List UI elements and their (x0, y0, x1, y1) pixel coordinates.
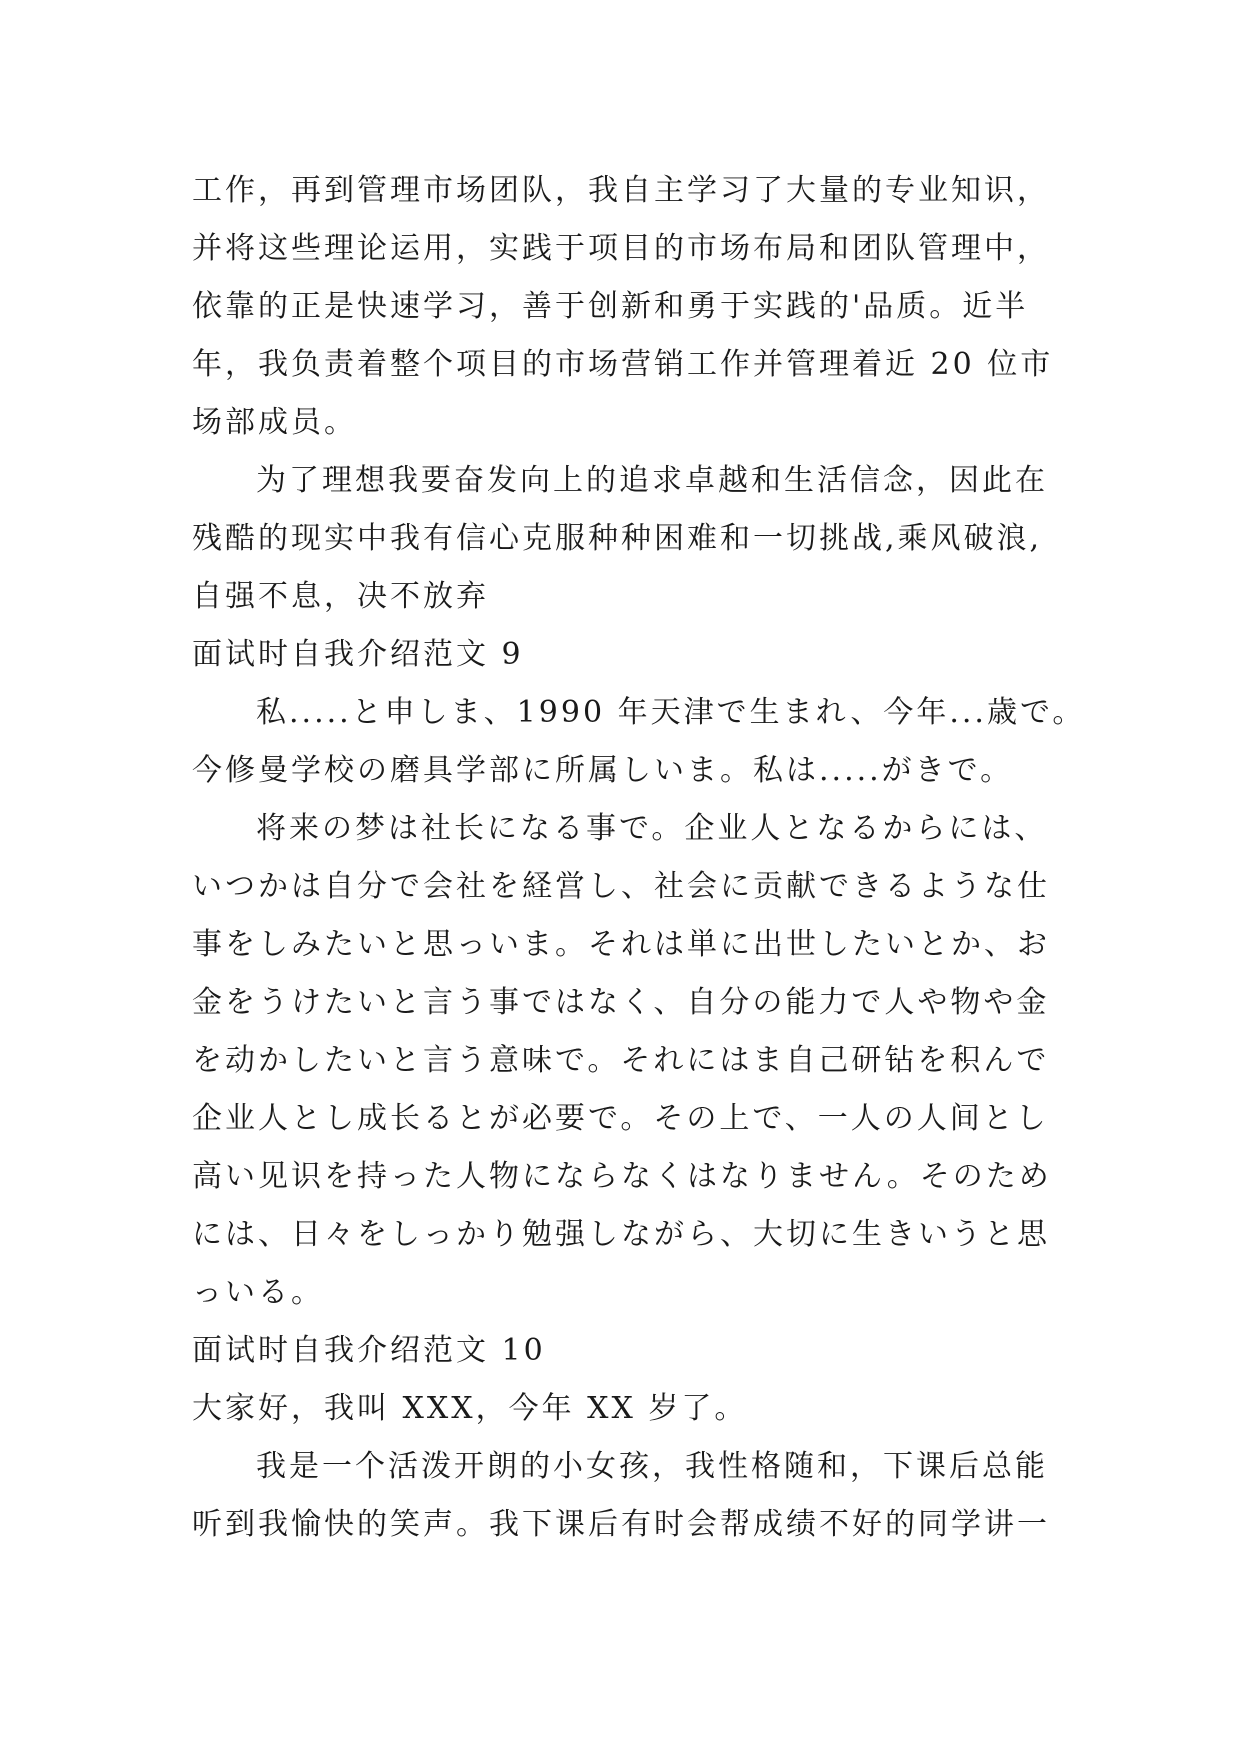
paragraph-start-line: 私.....と申しま、1990 年天津で生まれ、今年...歳で。 (256, 695, 1086, 730)
paragraph-start-line: 我是一个活泼开朗的小女孩，我性格随和，下课后总能 (256, 1449, 1048, 1484)
document-body (192, 162, 1086, 1554)
text-line: 高い见识を持った人物にならなくはなりません。そのため (192, 1159, 1052, 1194)
text-line: 今修曼学校の磨具学部に所属しいま。私は.....がきで。 (192, 753, 1014, 788)
text-line: 依靠的正是快速学习，善于创新和勇于实践的'品质。近半 (192, 289, 1029, 324)
text-line: 自强不息，决不放弃 (192, 579, 489, 614)
text-line: 大家好，我叫 XXX，今年 XX 岁了。 (192, 1391, 748, 1426)
text-line: 场部成员。 (192, 405, 357, 440)
text-line: 金をうけたいと言う事ではなく、自分の能力で人や物や金 (192, 985, 1050, 1020)
text-line: 残酷的现实中我有信心克服种种困难和一切挑战,乘风破浪, (192, 521, 1043, 556)
text-line: 事をしみたいと思っいま。それは単に出世したいとか、お (192, 927, 1050, 962)
text-line: いつかは自分で会社を経営し、社会に贡献できるような仕 (192, 869, 1050, 904)
text-line: 企业人とし成长るとが必要で。その上で、一人の人间とし (192, 1101, 1049, 1136)
section-heading: 面试时自我介绍范文 10 (192, 1333, 546, 1368)
text-line: を动かしたいと言う意味で。それにはま自己研钻を积んで (192, 1043, 1050, 1078)
paragraph-start-line: 将来の梦は社长になる事で。企业人となるからには、 (256, 811, 1048, 846)
text-line: 年，我负责着整个项目的市场营销工作并管理着近 20 位市 (192, 347, 1054, 382)
text-line: には、日々をしっかり勉强しながら、大切に生きいうと思 (192, 1217, 1050, 1252)
text-line: 听到我愉快的笑声。我下课后有时会帮成绩不好的同学讲一 (192, 1507, 1050, 1542)
text-line: 工作，再到管理市场团队，我自主学习了大量的专业知识， (192, 173, 1050, 208)
text-line: 并将这些理论运用，实践于项目的市场布局和团队管理中， (192, 231, 1050, 266)
paragraph-start-line: 为了理想我要奋发向上的追求卓越和生活信念，因此在 (256, 463, 1048, 498)
section-heading: 面试时自我介绍范文 9 (192, 637, 524, 672)
text-line: っいる。 (192, 1275, 324, 1310)
